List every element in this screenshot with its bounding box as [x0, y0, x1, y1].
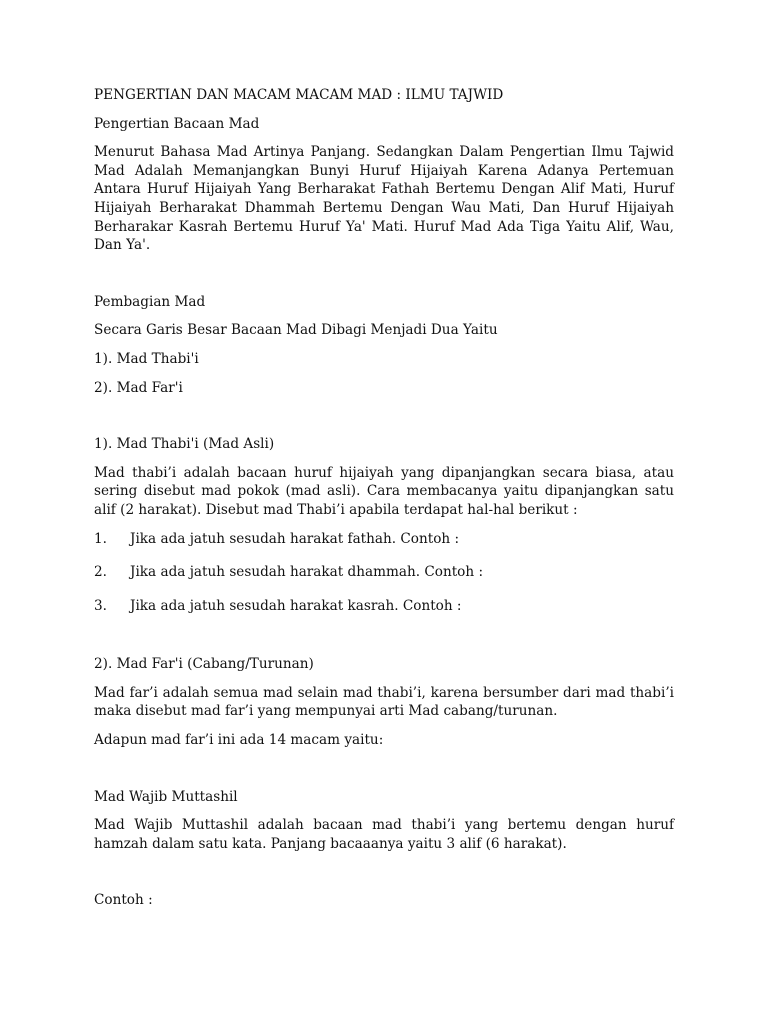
paragraph-mad-thabii: Mad thabi’i adalah bacaan huruf hijaiyah yang dipanjangkan secara biasa, atau sering disebut mad pokok (mad asli). Cara membacanya yaitu dipanjangkan satu alif (2 harakat). Disebut mad Thabi’i apabila terdapat hal-hal berikut : [94, 464, 674, 518]
list-item-mad-fari: 2). Mad Far'i [94, 379, 183, 396]
paragraph-mad-fari: Mad far’i adalah semua mad selain mad thabi’i, karena bersumber dari mad thabi’i maka disebut mad far’i yang mempunyai arti Mad cabang/turunan. [94, 684, 674, 720]
section-heading-pembagian: Pembagian Mad [94, 293, 206, 310]
list-text-pre: Jika ada [130, 597, 186, 614]
example-label: Contoh : [94, 892, 153, 909]
list-text [130, 563, 483, 582]
list-text-post: jatuh sesudah harakat fathah. Contoh : [189, 530, 460, 547]
paragraph-pembagian-intro: Secara Garis Besar Bacaan Mad Dibagi Menjadi Dua Yaitu [94, 322, 498, 339]
list-number: 1. [94, 530, 107, 547]
list-text [130, 597, 462, 616]
paragraph-pengertian: Menurut Bahasa Mad Artinya Panjang. Sedangkan Dalam Pengertian Ilmu Tajwid Mad Adalah Memanjangkan Bunyi Huruf Hijaiyah Karena Adanya Pertemuan Antara Huruf Hijaiyah Yang Berharakat Fathah Bertemu Dengan Alif Mati, Huruf Hijaiyah Berharakat Dhammah Bertemu Dengan Wau Mati, Dan Huruf Hijaiyah Berharakar Kasrah Bertemu Huruf Ya' Mati. Huruf Mad Ada Tiga Yaitu Alif, Wau, Dan Ya'. [94, 144, 674, 254]
list-text-pre: Jika ada [130, 530, 186, 547]
section-heading-mad-thabii: 1). Mad Thabi'i (Mad Asli) [94, 436, 275, 453]
section-heading-mad-fari: 2). Mad Far'i (Cabang/Turunan) [94, 656, 314, 673]
list-item-mad-thabii: 1). Mad Thabi'i [94, 350, 199, 367]
list-item-alif [94, 530, 674, 549]
paragraph-mad-wajib-muttashil: Mad Wajib Muttashil adalah bacaan mad thabi’i yang bertemu dengan huruf hamzah dalam satu kata. Panjang bacaaanya yaitu 3 alif (6 harakat). [94, 817, 674, 852]
list-item-ya [94, 597, 674, 616]
list-text-post: jatuh sesudah harakat kasrah. Contoh : [189, 597, 462, 614]
list-item-wau [94, 563, 674, 582]
list-number: 3. [94, 597, 107, 614]
example-line [94, 891, 674, 910]
document-title: PENGERTIAN DAN MACAM MACAM MAD : ILMU TAJWID [94, 87, 504, 103]
list-text-post: jatuh sesudah harakat dhammah. Contoh : [189, 564, 484, 581]
list-number: 2. [94, 564, 107, 581]
list-text-pre: Jika ada [130, 564, 186, 581]
paragraph-mad-fari-count: Adapun mad far’i ini ada 14 macam yaitu: [94, 732, 384, 749]
section-heading-pengertian: Pengertian Bacaan Mad [94, 115, 260, 132]
section-heading-mad-wajib-muttashil: Mad Wajib Muttashil [94, 788, 238, 805]
list-text [130, 530, 459, 549]
